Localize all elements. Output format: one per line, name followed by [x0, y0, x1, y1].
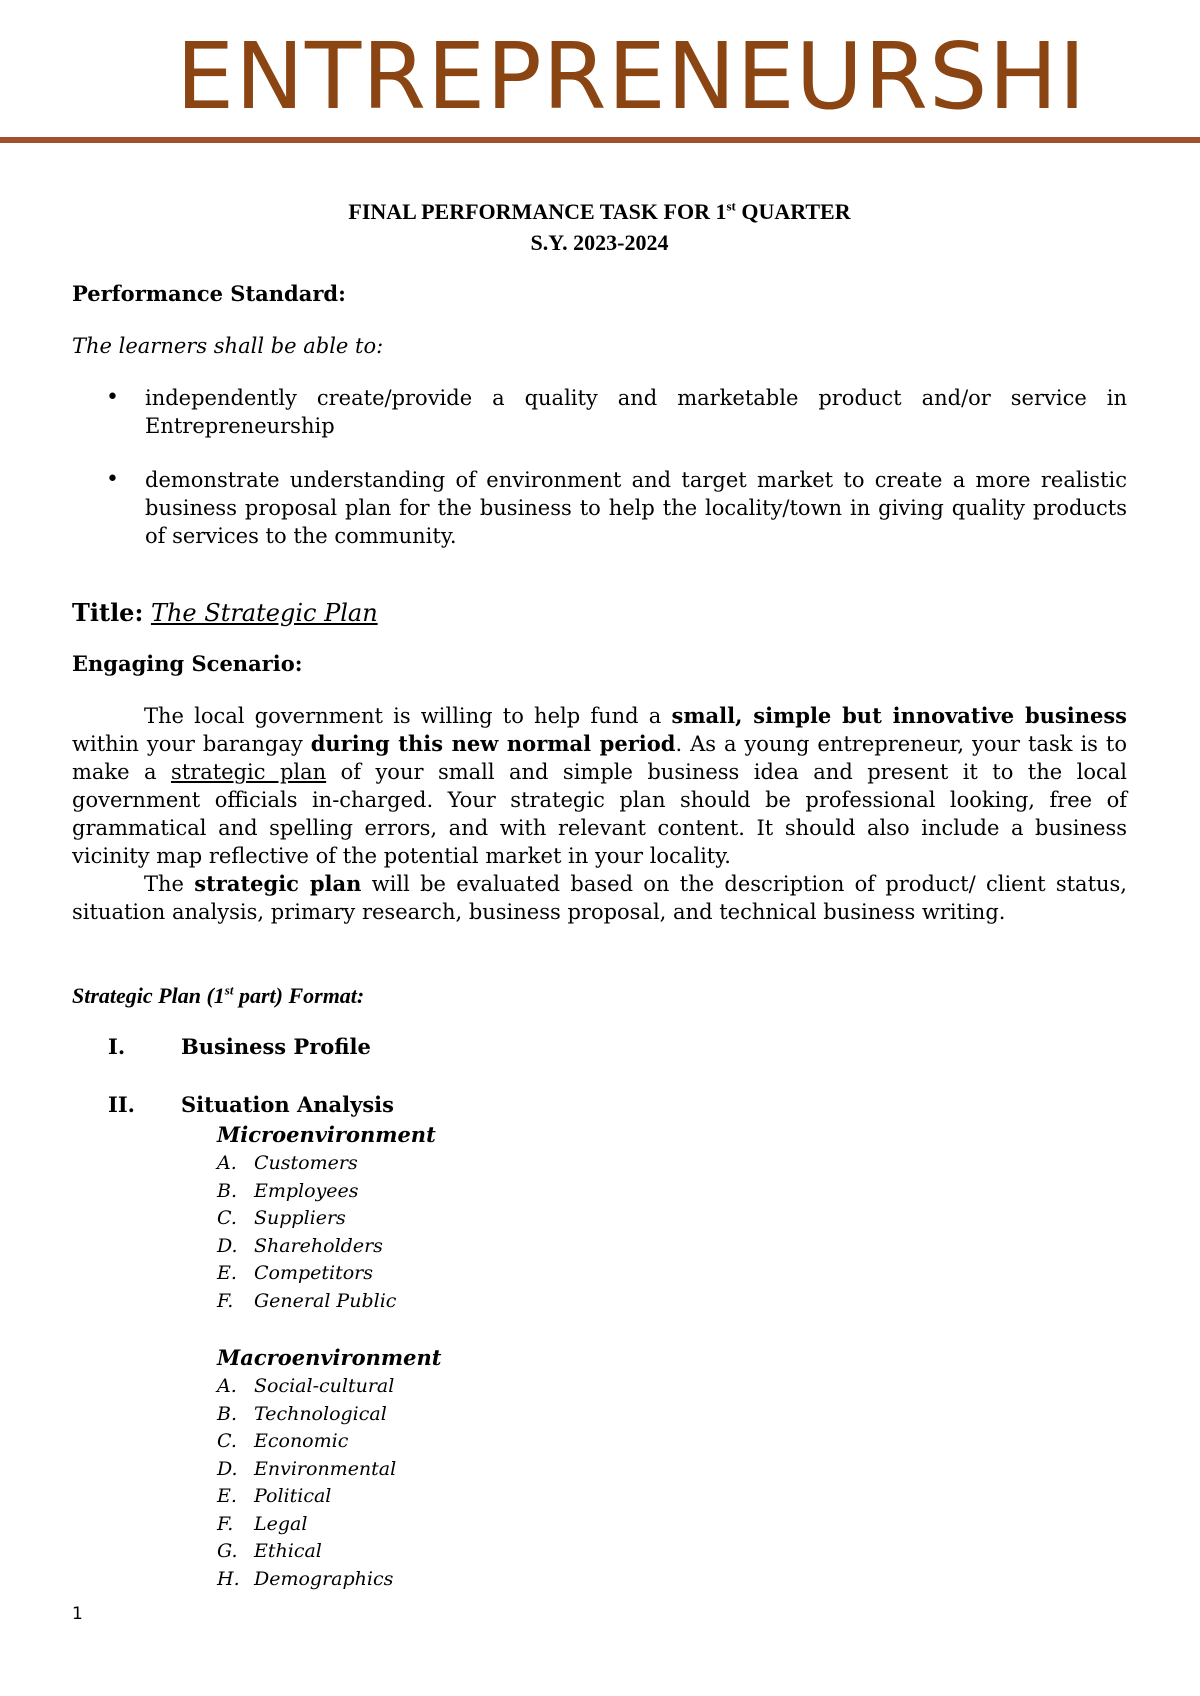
- bullet-icon: •: [106, 385, 119, 410]
- micro-list: [72, 1150, 1127, 1315]
- list-item: C. Economic: [217, 1430, 349, 1452]
- list-item: H. Demographics: [217, 1567, 394, 1590]
- list-item: • demonstrate understanding of environment and target market to create a more realistic business proposal plan for the business to help the locality/town in giving quality products of services to the community.: [106, 467, 1127, 548]
- list-item: E. Competitors: [217, 1262, 374, 1284]
- page-number: 1: [72, 1604, 83, 1624]
- list-item: A. Social-cultural: [217, 1375, 395, 1397]
- format-heading: Strategic Plan (1st part) Format:: [72, 982, 365, 1008]
- list-item: D. Shareholders: [217, 1234, 383, 1257]
- scenario-paragraph: The local government is willing to help fund a small, simple but innovative business within your barangay during this new normal period. As a young entrepreneur, your task is to make a strategic plan of your small and simple business idea and present it to the local government officials in-charged. Your strategic plan should be professional looking, free of grammatical and spelling errors, and with relevant content. It should also include a business vicinity map reflective of the potential market in your locality.: [72, 703, 1128, 868]
- list-item: C. Suppliers: [217, 1207, 346, 1229]
- scenario-text: [72, 702, 1127, 926]
- micro-heading: Microenvironment: [217, 1122, 436, 1147]
- document-body: [72, 196, 1127, 1593]
- macro-heading: Macroenvironment: [217, 1345, 442, 1370]
- list-item: F. Legal: [217, 1512, 308, 1535]
- list-item: B. Technological: [217, 1402, 387, 1425]
- list-item: E. Political: [217, 1485, 332, 1507]
- scenario-paragraph: The strategic plan will be evaluated based on the description of product/ client status, situation analysis, primary research, business proposal, and technical business writing.: [72, 871, 1127, 924]
- scenario-label: Engaging Scenario:: [72, 651, 303, 676]
- task-title: Title: The Strategic Plan: [72, 598, 378, 627]
- list-item: • independently create/provide a quality and marketable product and/or service in Entrepreneurship: [106, 385, 1127, 438]
- macro-list: [72, 1373, 1127, 1593]
- school-year: S.Y. 2023-2024: [530, 230, 669, 255]
- list-item: A. Customers: [217, 1152, 358, 1174]
- header-banner: [0, 0, 1200, 138]
- section-business-profile: I. Business Profile: [108, 1034, 371, 1059]
- header-rule: [0, 137, 1200, 143]
- task-heading: FINAL PERFORMANCE TASK FOR 1st QUARTER: [348, 198, 851, 224]
- section-situation-analysis: II. Situation Analysis: [108, 1092, 394, 1117]
- list-item: F. General Public: [217, 1289, 397, 1312]
- list-item: G. Ethical: [217, 1540, 322, 1562]
- performance-standard-label: Performance Standard:: [72, 281, 346, 306]
- list-item: B. Employees: [217, 1179, 359, 1202]
- list-item: D. Environmental: [217, 1457, 397, 1480]
- header-title: ENTREPRENEURSHI: [176, 23, 1087, 130]
- learners-intro: The learners shall be able to:: [72, 334, 384, 358]
- bullet-icon: •: [106, 467, 119, 492]
- standards-list: [72, 384, 1127, 550]
